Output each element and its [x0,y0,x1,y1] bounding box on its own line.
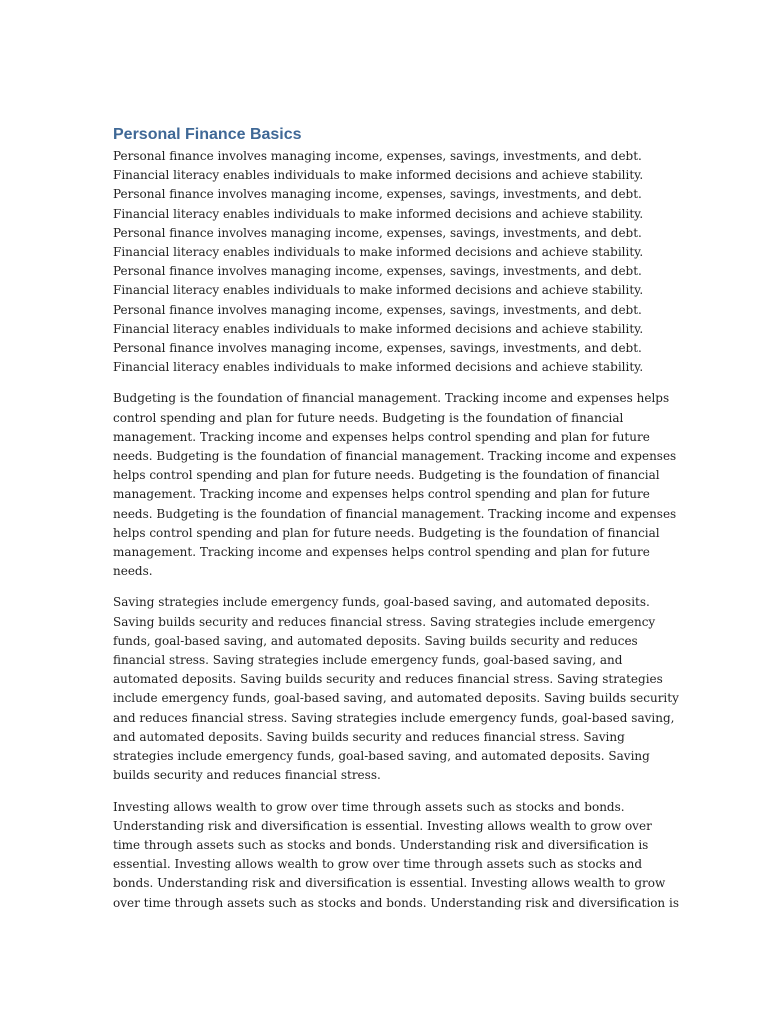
text-line: Personal finance involves managing income, expenses, savings, investments, and debt. [113,264,642,279]
text-line: helps control spending and plan for future needs. Budgeting is the foundation of financial [113,525,660,540]
text-line: needs. [113,564,153,579]
text-line: Personal finance involves managing income, expenses, savings, investments, and debt. [113,225,642,240]
text-line: Financial literacy enables individuals to make informed decisions and achieve stability. [113,245,644,260]
section-heading: Personal Finance Basics [113,126,302,143]
text-line: Personal finance involves managing income, expenses, savings, investments, and debt. [113,302,642,317]
text-line: Personal finance involves managing income, expenses, savings, investments, and debt. [113,187,642,202]
text-line: Financial literacy enables individuals to make informed decisions and achieve stability. [113,283,644,298]
body-paragraph [113,147,658,377]
text-line: include emergency funds, goal-based saving, and automated deposits. Saving builds security [113,691,679,706]
text-line: Financial literacy enables individuals to make informed decisions and achieve stability. [113,206,644,221]
text-line: Personal finance involves managing income, expenses, savings, investments, and debt. [113,149,642,163]
text-line: needs. Budgeting is the foundation of financial management. Tracking income and expenses [113,506,677,521]
text-line: time through assets such as stocks and bonds. Understanding risk and diversification is [113,837,649,852]
text-line: essential. Investing allows wealth to grow over time through assets such as stocks and [113,857,642,872]
text-line: helps control spending and plan for future needs. Budgeting is the foundation of financial [113,468,660,483]
document-body [113,124,679,925]
text-line: Investing allows wealth to grow over time through assets such as stocks and bonds. [113,799,625,814]
text-line: Saving builds security and reduces financial stress. Saving strategies include emergency [113,614,656,629]
text-line: over time through assets such as stocks and bonds. Understanding risk and diversification is [113,895,679,910]
paragraph-list [113,147,679,913]
text-line: funds, goal-based saving, and automated deposits. Saving builds security and reduces [113,633,638,648]
text-line: Budgeting is the foundation of financial management. Tracking income and expenses helps [113,391,670,406]
text-line: and reduces financial stress. Saving strategies include emergency funds, goal-based saving, [113,710,675,725]
body-paragraph [113,593,679,785]
text-line: Understanding risk and diversification is essential. Investing allows wealth to grow over [113,818,652,833]
text-line: Financial literacy enables individuals to make informed decisions and achieve stability. [113,321,644,336]
text-line: and automated deposits. Saving builds security and reduces financial stress. Saving [113,729,625,744]
text-line: Financial literacy enables individuals to make informed decisions and achieve stability. [113,360,644,375]
text-line: Saving strategies include emergency funds, goal-based saving, and automated deposits. [113,595,650,610]
text-line: control spending and plan for future needs. Budgeting is the foundation of financial [113,410,624,425]
text-line: automated deposits. Saving builds security and reduces financial stress. Saving strategies [113,672,663,687]
text-line: needs. Budgeting is the foundation of financial management. Tracking income and expenses [113,449,677,464]
body-paragraph [113,389,677,581]
text-line: management. Tracking income and expenses helps control spending and plan for future [113,487,650,502]
text-line: bonds. Understanding risk and diversification is essential. Investing allows wealth to grow [113,876,666,891]
text-line: financial stress. Saving strategies include emergency funds, goal-based saving, and [113,653,623,668]
text-line: management. Tracking income and expenses helps control spending and plan for future [113,545,650,560]
text-line: Personal finance involves managing income, expenses, savings, investments, and debt. [113,341,642,356]
text-line: Financial literacy enables individuals to make informed decisions and achieve stability. [113,168,644,183]
body-paragraph [113,798,679,913]
text-line: management. Tracking income and expenses helps control spending and plan for future [113,429,650,444]
text-line: strategies include emergency funds, goal-based saving, and automated deposits. Saving [113,749,650,764]
text-line: builds security and reduces financial stress. [113,768,381,783]
